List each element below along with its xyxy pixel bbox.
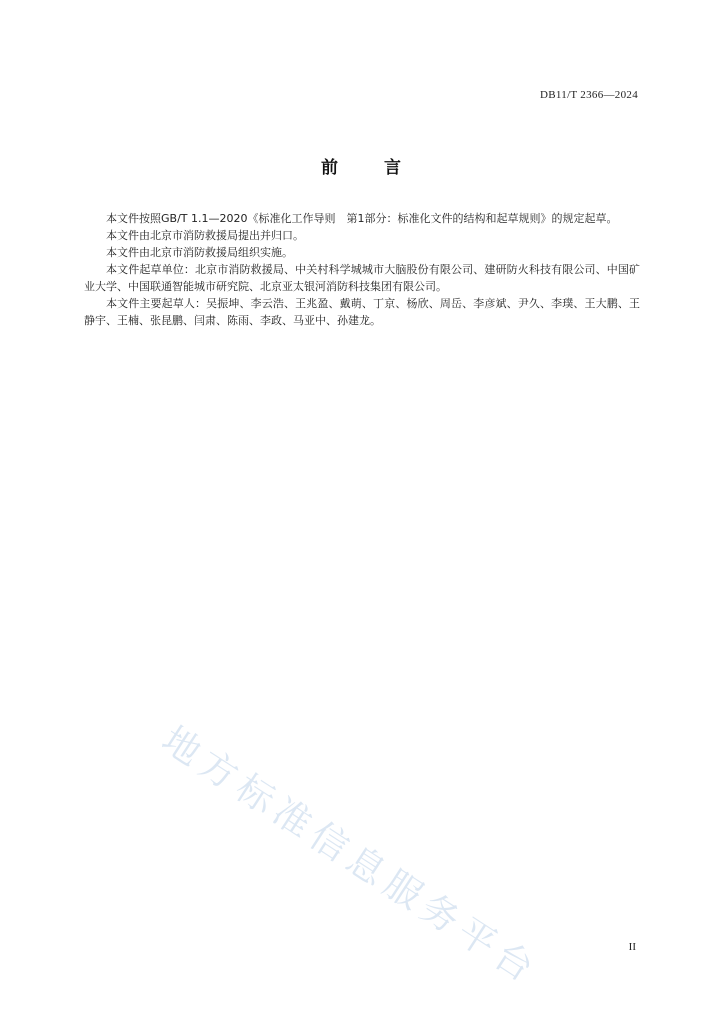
paragraph-proposer: 本文件由北京市消防救援局提出并归口。 bbox=[106, 229, 304, 242]
paragraph-drafters: 本文件主要起草人：吴振坤、李云浩、王兆盈、戴萌、丁京、杨欣、周岳、李彦斌、尹久、李璞、王大鹏、王静宇、王楠、张昆鹏、闫肃、陈雨、李政、马亚中、孙建龙。 bbox=[84, 297, 640, 327]
watermark: 地方标准信息服务平台 bbox=[154, 717, 547, 994]
page-title-part-1: 前 bbox=[321, 158, 340, 178]
paragraph-drafting-units: 本文件起草单位：北京市消防救援局、中关村科学城城市大脑股份有限公司、建研防火科技有限公司、中国矿业大学、中国联通智能城市研究院、北京亚太银河消防科技集团有限公司。 bbox=[84, 263, 640, 293]
foreword-body bbox=[84, 210, 640, 329]
page-title bbox=[0, 153, 724, 178]
document-code: DB11/T 2366—2024 bbox=[540, 89, 638, 101]
paragraph-drafting-basis: 本文件按照GB/T 1.1—2020《标准化工作导则 第1部分：标准化文件的结构和起草规则》的规定起草。 bbox=[106, 212, 618, 225]
page-number: II bbox=[628, 941, 636, 953]
paragraph-organizer: 本文件由北京市消防救援局组织实施。 bbox=[106, 246, 293, 259]
page-title-part-2: 言 bbox=[384, 158, 403, 178]
